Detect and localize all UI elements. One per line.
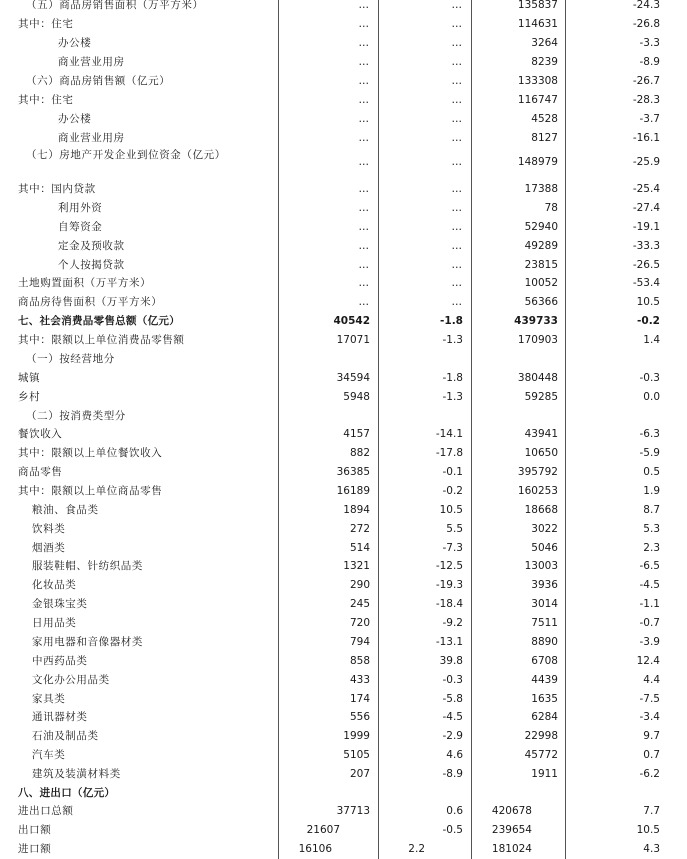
row-label: 日用品类 xyxy=(32,617,77,629)
cell-v1: 1894 xyxy=(343,504,370,516)
table-row xyxy=(0,293,687,312)
cell-v3: 439733 xyxy=(514,315,558,327)
row-label: （二）按消费类型分 xyxy=(26,410,126,422)
table-row xyxy=(0,0,687,15)
cell-v3: 3936 xyxy=(531,579,558,591)
cell-v1: 4157 xyxy=(343,428,370,440)
row-label: （五）商品房销售面积（万平方米） xyxy=(26,0,204,11)
cell-v3: 395792 xyxy=(517,466,558,478)
cell-v1: 36385 xyxy=(336,466,370,478)
cell-v1: … xyxy=(358,156,370,168)
row-label: 饮料类 xyxy=(32,523,66,535)
cell-v1: 17071 xyxy=(336,334,370,346)
cell-v3: 8239 xyxy=(531,56,558,68)
table-row xyxy=(0,369,687,388)
cell-v4: -4.5 xyxy=(639,579,660,591)
cell-v3: 7511 xyxy=(531,617,558,629)
table-row xyxy=(0,350,687,369)
row-label: 自筹资金 xyxy=(58,221,103,233)
table-row xyxy=(0,331,687,350)
cell-v4: 4.4 xyxy=(643,674,660,686)
cell-v1: 16189 xyxy=(336,485,370,497)
cell-v2: -17.8 xyxy=(435,447,463,459)
row-label: 其中：住宅 xyxy=(18,18,74,30)
cell-v1: 272 xyxy=(349,523,370,535)
cell-v4: 7.7 xyxy=(643,805,660,817)
cell-v1: 794 xyxy=(349,636,370,648)
cell-v4: -3.3 xyxy=(639,37,660,49)
cell-v4: -0.2 xyxy=(637,315,660,327)
row-label: 办公楼 xyxy=(58,113,92,125)
cell-v1: 1999 xyxy=(343,730,370,742)
cell-v1: 858 xyxy=(349,655,370,667)
cell-v4: -26.8 xyxy=(632,18,660,30)
cell-v3: 148979 xyxy=(517,156,558,168)
row-label: （七）房地产开发企业到位资金（亿元） xyxy=(26,149,226,161)
cell-v4: 1.9 xyxy=(643,485,660,497)
cell-v3: 52940 xyxy=(524,221,558,233)
table-row xyxy=(0,576,687,595)
cell-v2: -18.4 xyxy=(435,598,463,610)
table-row xyxy=(0,129,687,148)
cell-v3: 4528 xyxy=(531,113,558,125)
row-label: 八、进出口（亿元） xyxy=(18,787,116,799)
cell-v1: 290 xyxy=(349,579,370,591)
cell-v4: -53.4 xyxy=(632,277,660,289)
table-row xyxy=(0,501,687,520)
cell-v4: -3.9 xyxy=(639,636,660,648)
cell-v2: -1.3 xyxy=(442,391,463,403)
cell-v4: -26.5 xyxy=(632,259,660,271)
table-row xyxy=(0,671,687,690)
cell-v2: -9.2 xyxy=(442,617,463,629)
cell-v4: 10.5 xyxy=(636,824,660,836)
cell-v1: … xyxy=(358,94,370,106)
cell-v3: 170903 xyxy=(517,334,558,346)
table-row xyxy=(0,388,687,407)
cell-v4: 5.3 xyxy=(643,523,660,535)
row-label: 家用电器和音像器材类 xyxy=(32,636,143,648)
cell-v3: 420678 xyxy=(491,805,532,817)
table-row xyxy=(0,557,687,576)
cell-v1: … xyxy=(358,183,370,195)
cell-v4: -3.7 xyxy=(639,113,660,125)
table-row xyxy=(0,463,687,482)
row-label: 烟酒类 xyxy=(32,542,66,554)
cell-v1: 245 xyxy=(349,598,370,610)
cell-v4: -27.4 xyxy=(632,202,660,214)
cell-v4: 9.7 xyxy=(643,730,660,742)
cell-v3: 10052 xyxy=(524,277,558,289)
cell-v2: -1.8 xyxy=(442,372,463,384)
cell-v4: 2.3 xyxy=(643,542,660,554)
cell-v3: 22998 xyxy=(524,730,558,742)
cell-v1: 37713 xyxy=(336,805,370,817)
cell-v3: 1911 xyxy=(531,768,558,780)
cell-v3: 6708 xyxy=(531,655,558,667)
cell-v2: -4.5 xyxy=(442,711,463,723)
cell-v4: -1.1 xyxy=(639,598,660,610)
cell-v3: 78 xyxy=(544,202,558,214)
cell-v4: -7.5 xyxy=(639,693,660,705)
cell-v2: -2.9 xyxy=(442,730,463,742)
cell-v2: -19.3 xyxy=(435,579,463,591)
cell-v4: -19.1 xyxy=(632,221,660,233)
cell-v1: 720 xyxy=(349,617,370,629)
cell-v2: … xyxy=(451,37,463,49)
cell-v3: 18668 xyxy=(524,504,558,516)
cell-v1: 1321 xyxy=(343,560,370,572)
cell-v1: … xyxy=(358,132,370,144)
cell-v4: -16.1 xyxy=(632,132,660,144)
cell-v1: … xyxy=(358,221,370,233)
cell-v4: -8.9 xyxy=(639,56,660,68)
cell-v1: 207 xyxy=(349,768,370,780)
cell-v1: … xyxy=(358,18,370,30)
cell-v2: -14.1 xyxy=(435,428,463,440)
row-label: 中西药品类 xyxy=(32,655,88,667)
cell-v2: -8.9 xyxy=(442,768,463,780)
table-row xyxy=(0,595,687,614)
cell-v2: -13.1 xyxy=(435,636,463,648)
row-label: 商业营业用房 xyxy=(58,132,125,144)
table-row xyxy=(0,821,687,840)
table-row xyxy=(0,218,687,237)
cell-v2: 0.6 xyxy=(446,805,463,817)
cell-v1: … xyxy=(358,240,370,252)
cell-v3: 4439 xyxy=(531,674,558,686)
row-label: 其中：限额以上单位餐饮收入 xyxy=(18,447,163,459)
row-label: 进出口总额 xyxy=(18,805,74,817)
cell-v2: … xyxy=(451,240,463,252)
cell-v2: … xyxy=(451,156,463,168)
cell-v4: 4.3 xyxy=(643,843,660,855)
cell-v3: 45772 xyxy=(524,749,558,761)
table-row xyxy=(0,53,687,72)
cell-v4: -25.9 xyxy=(632,156,660,168)
cell-v3: 17388 xyxy=(524,183,558,195)
cell-v1: 40542 xyxy=(333,315,370,327)
row-label: 商品房待售面积（万平方米） xyxy=(18,296,163,308)
row-label: 定金及预收款 xyxy=(58,240,125,252)
cell-v2: -0.2 xyxy=(442,485,463,497)
table-row xyxy=(0,652,687,671)
cell-v3: 114631 xyxy=(517,18,558,30)
cell-v4: -6.2 xyxy=(639,768,660,780)
cell-v4: -33.3 xyxy=(632,240,660,252)
cell-v2: … xyxy=(451,221,463,233)
cell-v1: 21607 xyxy=(306,824,340,836)
row-label: 建筑及装潢材料类 xyxy=(32,768,121,780)
cell-v3: 56366 xyxy=(524,296,558,308)
cell-v4: 1.4 xyxy=(643,334,660,346)
cell-v4: 0.5 xyxy=(643,466,660,478)
table-row xyxy=(0,784,687,803)
cell-v2: 10.5 xyxy=(439,504,463,516)
row-label: 汽车类 xyxy=(32,749,66,761)
table-row xyxy=(0,256,687,275)
table-row xyxy=(0,746,687,765)
row-label: 办公楼 xyxy=(58,37,92,49)
cell-v2: … xyxy=(451,277,463,289)
table-row xyxy=(0,312,687,331)
cell-v2: -12.5 xyxy=(435,560,463,572)
cell-v2: … xyxy=(451,113,463,125)
cell-v2: -0.3 xyxy=(442,674,463,686)
table-row xyxy=(0,520,687,539)
cell-v1: 16106 xyxy=(298,843,332,855)
cell-v2: … xyxy=(451,0,463,11)
row-label: 商品零售 xyxy=(18,466,63,478)
table-row xyxy=(0,727,687,746)
cell-v1: 34594 xyxy=(336,372,370,384)
cell-v3: 13003 xyxy=(524,560,558,572)
table-row xyxy=(0,15,687,34)
cell-v1: 174 xyxy=(349,693,370,705)
cell-v2: -5.8 xyxy=(442,693,463,705)
cell-v2: … xyxy=(451,296,463,308)
table-row xyxy=(0,274,687,293)
cell-v4: 12.4 xyxy=(636,655,660,667)
cell-v1: 433 xyxy=(349,674,370,686)
table-row xyxy=(0,482,687,501)
row-label: 石油及制品类 xyxy=(32,730,99,742)
table-row xyxy=(0,34,687,53)
cell-v4: -6.5 xyxy=(639,560,660,572)
row-label: 利用外资 xyxy=(58,202,103,214)
row-label: 家具类 xyxy=(32,693,66,705)
cell-v3: 3014 xyxy=(531,598,558,610)
row-label: 出口额 xyxy=(18,824,52,836)
cell-v1: … xyxy=(358,296,370,308)
table-row xyxy=(0,147,687,181)
cell-v2: -0.1 xyxy=(442,466,463,478)
cell-v1: … xyxy=(358,0,370,11)
cell-v2: … xyxy=(451,94,463,106)
row-label: 乡村 xyxy=(18,391,41,403)
cell-v3: 3264 xyxy=(531,37,558,49)
cell-v2: -1.3 xyxy=(442,334,463,346)
table-row xyxy=(0,840,687,859)
cell-v4: -24.3 xyxy=(632,0,660,11)
cell-v1: 556 xyxy=(349,711,370,723)
cell-v2: … xyxy=(451,132,463,144)
table-row xyxy=(0,180,687,199)
cell-v3: 181024 xyxy=(491,843,532,855)
table-row xyxy=(0,425,687,444)
cell-v3: 3022 xyxy=(531,523,558,535)
cell-v4: -26.7 xyxy=(632,75,660,87)
cell-v3: 133308 xyxy=(517,75,558,87)
cell-v4: 10.5 xyxy=(636,296,660,308)
row-label: （六）商品房销售额（亿元） xyxy=(26,75,171,87)
row-label: 文化办公用品类 xyxy=(32,674,110,686)
cell-v4: 0.0 xyxy=(643,391,660,403)
table-row xyxy=(0,690,687,709)
cell-v2: 4.6 xyxy=(446,749,463,761)
table-row xyxy=(0,199,687,218)
table-row xyxy=(0,72,687,91)
row-label: 城镇 xyxy=(18,372,41,384)
cell-v3: 1635 xyxy=(531,693,558,705)
cell-v3: 49289 xyxy=(524,240,558,252)
cell-v3: 23815 xyxy=(524,259,558,271)
cell-v4: 8.7 xyxy=(643,504,660,516)
row-label: 商业营业用房 xyxy=(58,56,125,68)
cell-v1: … xyxy=(358,277,370,289)
cell-v2: 39.8 xyxy=(439,655,463,667)
table-row xyxy=(0,802,687,821)
cell-v1: 882 xyxy=(349,447,370,459)
row-label: 其中：限额以上单位商品零售 xyxy=(18,485,163,497)
row-label: 七、社会消费品零售总额（亿元） xyxy=(18,315,180,327)
table-row xyxy=(0,708,687,727)
row-label: 进口额 xyxy=(18,843,52,855)
table-row xyxy=(0,91,687,110)
cell-v1: 514 xyxy=(349,542,370,554)
cell-v3: 8890 xyxy=(531,636,558,648)
table-row xyxy=(0,444,687,463)
cell-v3: 239654 xyxy=(491,824,532,836)
table-row xyxy=(0,765,687,784)
cell-v2: -7.3 xyxy=(442,542,463,554)
cell-v4: -28.3 xyxy=(632,94,660,106)
cell-v2: … xyxy=(451,18,463,30)
row-label: 其中：住宅 xyxy=(18,94,74,106)
cell-v3: 10650 xyxy=(524,447,558,459)
cell-v1: … xyxy=(358,75,370,87)
row-label: 金银珠宝类 xyxy=(32,598,88,610)
row-label: 个人按揭贷款 xyxy=(58,259,125,271)
row-label: 粮油、食品类 xyxy=(32,504,99,516)
table-row xyxy=(0,614,687,633)
cell-v4: 0.7 xyxy=(643,749,660,761)
row-label: 餐饮收入 xyxy=(18,428,63,440)
cell-v3: 43941 xyxy=(524,428,558,440)
cell-v1: … xyxy=(358,37,370,49)
row-label: 其中：国内贷款 xyxy=(18,183,96,195)
cell-v1: … xyxy=(358,56,370,68)
row-label: 土地购置面积（万平方米） xyxy=(18,277,152,289)
cell-v2: -1.8 xyxy=(440,315,463,327)
cell-v3: 59285 xyxy=(524,391,558,403)
cell-v1: 5105 xyxy=(343,749,370,761)
cell-v2: -0.5 xyxy=(442,824,463,836)
cell-v3: 6284 xyxy=(531,711,558,723)
cell-v2: 2.2 xyxy=(408,843,425,855)
cell-v4: -6.3 xyxy=(639,428,660,440)
cell-v2: … xyxy=(451,56,463,68)
table-row xyxy=(0,633,687,652)
cell-v4: -5.9 xyxy=(639,447,660,459)
cell-v2: 5.5 xyxy=(446,523,463,535)
cell-v3: 160253 xyxy=(517,485,558,497)
cell-v4: -0.3 xyxy=(639,372,660,384)
cell-v1: … xyxy=(358,259,370,271)
cell-v1: … xyxy=(358,202,370,214)
cell-v2: … xyxy=(451,202,463,214)
row-label: 化妆品类 xyxy=(32,579,77,591)
table-row xyxy=(0,539,687,558)
cell-v2: … xyxy=(451,183,463,195)
cell-v4: -0.7 xyxy=(639,617,660,629)
cell-v1: 5948 xyxy=(343,391,370,403)
cell-v3: 116747 xyxy=(517,94,558,106)
cell-v3: 380448 xyxy=(517,372,558,384)
cell-v2: … xyxy=(451,259,463,271)
row-label: （一）按经营地分 xyxy=(26,353,115,365)
row-label: 其中：限额以上单位消费品零售额 xyxy=(18,334,185,346)
table-row xyxy=(0,110,687,129)
table-row xyxy=(0,407,687,426)
table-row xyxy=(0,237,687,256)
cell-v3: 5046 xyxy=(531,542,558,554)
cell-v2: … xyxy=(451,75,463,87)
cell-v3: 135837 xyxy=(517,0,558,11)
row-label: 服装鞋帽、针纺织品类 xyxy=(32,560,143,572)
cell-v1: … xyxy=(358,113,370,125)
row-label: 通讯器材类 xyxy=(32,711,88,723)
cell-v3: 8127 xyxy=(531,132,558,144)
cell-v4: -25.4 xyxy=(632,183,660,195)
cell-v4: -3.4 xyxy=(639,711,660,723)
